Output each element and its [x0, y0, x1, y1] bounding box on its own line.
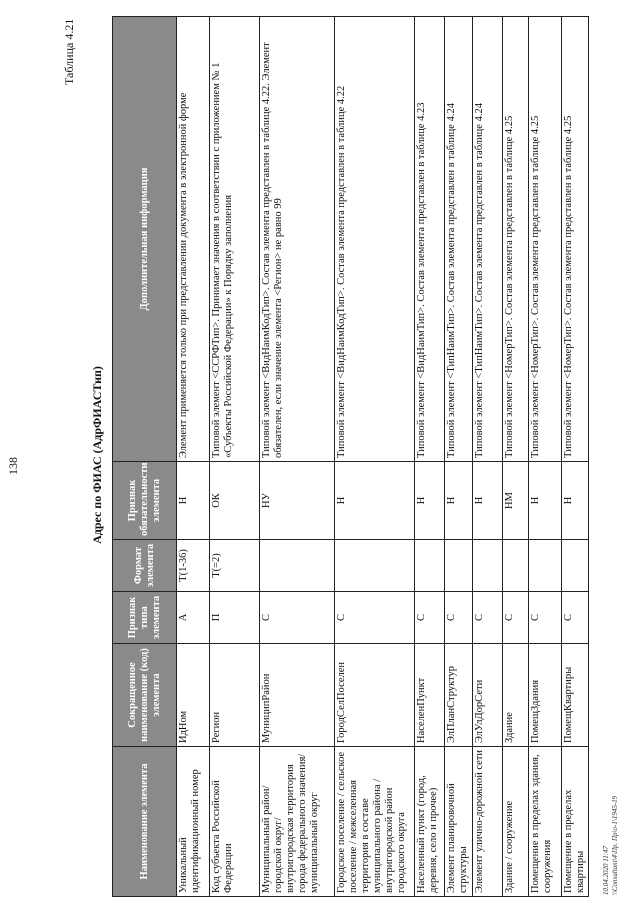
cell-name: Элемент улично-дорожной сети — [473, 747, 503, 897]
cell-name: Городское поселение / сельское поселение / межселенная территория в составе муниципального района / внутригородской район городского округа — [335, 747, 415, 897]
header-code: Сокращенное наименование (код) элемента — [113, 644, 177, 747]
cell-code: Здание — [503, 644, 529, 747]
cell-name: Муниципальный район/ городской округ/ внутригородская территория города федерального значения/ муниципальный округ — [260, 747, 335, 897]
cell-format — [335, 540, 415, 592]
page-number: 138 — [6, 457, 20, 475]
cell-type: С — [260, 592, 335, 644]
cell-info: Типовой элемент <НомерТип>. Состав элемента представлен в таблице 4.25 — [562, 17, 589, 462]
cell-code: МуниципРайон — [260, 644, 335, 747]
cell-format — [260, 540, 335, 592]
cell-type: С — [529, 592, 562, 644]
cell-required: Н — [473, 462, 503, 540]
table-row — [529, 17, 562, 897]
table-number: Таблица 4.21 — [62, 18, 76, 85]
table-title: Адрес по ФИАС (АдрФИАСТип) — [90, 366, 104, 544]
cell-type: С — [473, 592, 503, 644]
table-row — [177, 17, 210, 897]
cell-required: Н — [445, 462, 473, 540]
cell-info: Типовой элемент <ВидНаимКодТип>. Состав элемента представлен в таблице 4.22 — [335, 17, 415, 462]
cell-required: НУ — [260, 462, 335, 540]
cell-code: НаселенПункт — [415, 644, 445, 747]
cell-type: С — [503, 592, 529, 644]
cell-required: Н — [415, 462, 445, 540]
cell-type: С — [335, 592, 415, 644]
table-row — [562, 17, 589, 897]
cell-code: Регион — [210, 644, 260, 747]
cell-format — [503, 540, 529, 592]
cell-required: Н — [562, 462, 589, 540]
cell-info: Типовой элемент <ВидНаимТип>. Состав элемента представлен в таблице 4.23 — [415, 17, 445, 462]
cell-type: С — [415, 592, 445, 644]
cell-code: ЭлПланСтруктур — [445, 644, 473, 747]
footer-line-1: 10.04.2020 11:47 — [602, 845, 610, 895]
table-row — [503, 17, 529, 897]
header-type: Признак типа элемента — [113, 592, 177, 644]
cell-required: Н — [335, 462, 415, 540]
cell-info: Типовой элемент <ВидНаимКодТип>. Состав элемента представлен в таблице 4.22. Элемент обязателен, если значение элемента <Регион> не равно 99 — [260, 17, 335, 462]
cell-format: T(1-36) — [177, 540, 210, 592]
table-row — [260, 17, 335, 897]
table-row — [445, 17, 473, 897]
header-info: Дополнительная информация — [113, 17, 177, 462]
cell-info: Элемент применяется только при представлении документа в электронной форме — [177, 17, 210, 462]
cell-info: Типовой элемент <ТипНаимТип>. Состав элемента представлен в таблице 4.24 — [473, 17, 503, 462]
cell-code: ИдНом — [177, 644, 210, 747]
footer-line-2: \\Consultant\4\Пр. Пр\о-1\1945-19 — [611, 795, 619, 895]
cell-format — [415, 540, 445, 592]
cell-format: T(=2) — [210, 540, 260, 592]
cell-required: Н — [529, 462, 562, 540]
cell-required: Н — [177, 462, 210, 540]
cell-format — [529, 540, 562, 592]
cell-type: А — [177, 592, 210, 644]
table-header-row — [113, 17, 177, 897]
header-format: Формат элемента — [113, 540, 177, 592]
cell-code: ПомещКвартиры — [562, 644, 589, 747]
cell-required: НМ — [503, 462, 529, 540]
cell-required: ОК — [210, 462, 260, 540]
cell-info: Типовой элемент <ССРФТип>. Принимает значения в соответствии с приложением № 1 «Субъекты Российской Федерации» к Порядку заполнения — [210, 17, 260, 462]
cell-code: ГородСелПоселен — [335, 644, 415, 747]
table-row — [473, 17, 503, 897]
cell-info: Типовой элемент <НомерТип>. Состав элемента представлен в таблице 4.25 — [503, 17, 529, 462]
cell-info: Типовой элемент <НомерТип>. Состав элемента представлен в таблице 4.25 — [529, 17, 562, 462]
cell-type: С — [562, 592, 589, 644]
cell-name: Здание / сооружение — [503, 747, 529, 897]
cell-name: Населенный пункт (город, деревня, село и прочее) — [415, 747, 445, 897]
cell-format — [562, 540, 589, 592]
table-row — [210, 17, 260, 897]
cell-name: Элемент планировочной структуры — [445, 747, 473, 897]
cell-code: ПомещЗдания — [529, 644, 562, 747]
cell-name: Помещение в пределах здания, сооружения — [529, 747, 562, 897]
cell-name: Код субъекта Российской Федерации — [210, 747, 260, 897]
fias-address-table — [112, 16, 589, 897]
cell-format — [445, 540, 473, 592]
cell-format — [473, 540, 503, 592]
footer-stamp — [602, 796, 620, 895]
cell-type: П — [210, 592, 260, 644]
header-required: Признак обязательности элемента — [113, 462, 177, 540]
cell-name: Помещение в пределах квартиры — [562, 747, 589, 897]
header-name: Наименование элемента — [113, 747, 177, 897]
cell-type: С — [445, 592, 473, 644]
table-row — [335, 17, 415, 897]
cell-name: Уникальный идентификационный номер — [177, 747, 210, 897]
cell-info: Типовой элемент <ТипНаимТип>. Состав элемента представлен в таблице 4.24 — [445, 17, 473, 462]
cell-code: ЭлУлДорСети — [473, 644, 503, 747]
table-row — [415, 17, 445, 897]
